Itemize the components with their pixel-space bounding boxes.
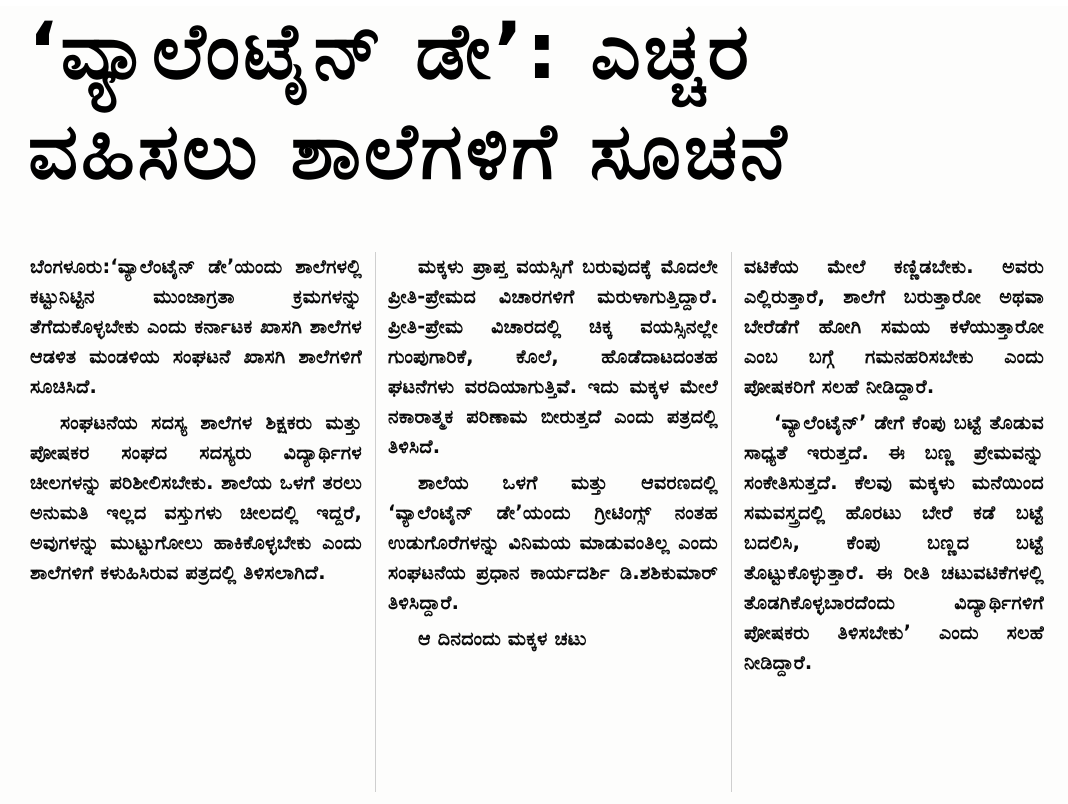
column-divider <box>731 252 732 792</box>
column-divider <box>375 252 376 792</box>
paragraph: ಬೆಂಗಳೂರು:‘ವ್ಯಾಲೆಂಟೈನ್ ಡೇ’ಯಂದು ಶಾಲೆಗಳಲ್ಲಿ ಕಟ್ಟುನಿಟ್ಟಿನ ಮುಂಜಾಗ್ರತಾ ಕ್ರಮಗಳನ್ನು ತೆಗೆದುಕೊಳ್ಳಬೇಕು ಎಂದು ಕರ್ನಾಟಕ ಖಾಸಗಿ ಶಾಲೆಗಳ ಆಡಳಿತ ಮಂಡಳಿಯ ಸಂಘಟನೆ ಖಾಸಗಿ ಶಾಲೆಗಳಿಗೆ ಸೂಚಿಸಿದೆ. <box>30 255 362 398</box>
paragraph: ಸಂಘಟನೆಯ ಸದಸ್ಯ ಶಾಲೆಗಳ ಶಿಕ್ಷಕರು ಮತ್ತು ಪೋಷಕರ ಸಂಘದ ಸದಸ್ಯರು ವಿದ್ಯಾರ್ಥಿಗಳ ಚೀಲಗಳನ್ನು ಪರಿಶೀಲಿಸಬೇಕು. ಶಾಲೆಯ ಒಳಗೆ ತರಲು ಅನುಮತಿ ಇಲ್ಲದ ವಸ್ತುಗಳು ಚೀಲದಲ್ಲಿ ಇದ್ದರೆ, ಅವುಗಳನ್ನು ಮುಟ್ಟುಗೋಲು ಹಾಕಿಕೊಳ್ಳಬೇಕು ಎಂದು ಶಾಲೆಗಳಿಗೆ ಕಳುಹಿಸಿರುವ ಪತ್ರದಲ್ಲಿ ತಿಳಿಸಲಾಗಿದೆ. <box>30 411 362 584</box>
article-column-1 <box>30 252 362 800</box>
paragraph: ಮಕ್ಕಳು ಪ್ರಾಪ್ತ ವಯಸ್ಸಿಗೆ ಬರುವುದಕ್ಕೆ ಮೊದಲೇ ಪ್ರೀತಿ-ಪ್ರೇಮದ ವಿಚಾರಗಳಿಗೆ ಮರುಳಾಗುತ್ತಿದ್ದಾರೆ. ಪ್ರೀತಿ-ಪ್ರೇಮ ವಿಚಾರದಲ್ಲಿ ಚಿಕ್ಕ ವಯಸ್ಸಿನಲ್ಲೇ ಗುಂಪುಗಾರಿಕೆ, ಕೊಲೆ, ಹೊಡೆದಾಟದಂತಹ ಘಟನೆಗಳು ವರದಿಯಾಗುತ್ತಿವೆ. ಇದು ಮಕ್ಕಳ ಮೇಲೆ ನಕಾರಾತ್ಮಕ ಪರಿಣಾಮ ಬೀರುತ್ತದೆ ಎಂದು ಪತ್ರದಲ್ಲಿ ತಿಳಿಸಿದೆ. <box>388 255 718 458</box>
article-column-3 <box>744 252 1044 800</box>
headline-line-1: ‘ವ್ಯಾಲೆಂಟೈನ್ ಡೇ’: ಎಚ್ಚರ <box>28 7 752 97</box>
paragraph: ಆ ದಿನದಂದು ಮಕ್ಕಳ ಚಟು <box>418 627 587 650</box>
article-column-2 <box>388 252 718 800</box>
paragraph: ಶಾಲೆಯ ಒಳಗೆ ಮತ್ತು ಆವರಣದಲ್ಲಿ ‘ವ್ಯಾಲೆಂಟೈನ್ ಡೇ’ಯಂದು ಗ್ರೀಟಿಂಗ್ಸ್ ನಂತಹ ಉಡುಗೊರೆಗಳನ್ನು ವಿನಿಮಯ ಮಾಡುವಂತಿಲ್ಲ ಎಂದು ಸಂಘಟನೆಯ ಪ್ರಧಾನ ಕಾರ್ಯದರ್ಶಿ ಡಿ.ಶಶಿಕುಮಾರ್ ತಿಳಿಸಿದ್ದಾರೆ. <box>388 471 718 614</box>
headline <box>28 2 1048 202</box>
paragraph: ‘ವ್ಯಾಲೆಂಟೈನ್’ ಡೇಗೆ ಕೆಂಪು ಬಟ್ಟೆ ತೊಡುವ ಸಾಧ್ಯತೆ ಇರುತ್ತದೆ. ಈ ಬಣ್ಣ ಪ್ರೇಮವನ್ನು ಸಂಕೇತಿಸುತ್ತದೆ. ಕೆಲವು ಮಕ್ಕಳು ಮನೆಯಿಂದ ಸಮವಸ್ತ್ರದಲ್ಲಿ ಹೊರಟು ಬೇರೆ ಕಡೆ ಬಟ್ಟೆ ಬದಲಿಸಿ, ಕೆಂಪು ಬಣ್ಣದ ಬಟ್ಟೆ ತೊಟ್ಟುಕೊಳ್ಳುತ್ತಾರೆ. ಈ ರೀತಿ ಚಟುವಟಿಕೆಗಳಲ್ಲಿ ತೊಡಗಿಕೊಳ್ಳಬಾರದೆಂದು ವಿದ್ಯಾರ್ಥಿಗಳಿಗೆ ಪೋಷಕರು ತಿಳಿಸಬೇಕು’ ಎಂದು ಸಲಹೆ ನೀಡಿದ್ದಾರೆ. <box>744 411 1044 674</box>
paragraph: ವಟಿಕೆಯ ಮೇಲೆ ಕಣ್ಣಿಡಬೇಕು. ಅವರು ಎಲ್ಲಿರುತ್ತಾರೆ, ಶಾಲೆಗೆ ಬರುತ್ತಾರೋ ಅಥವಾ ಬೇರೆಡೆಗೆ ಹೋಗಿ ಸಮಯ ಕಳೆಯುತ್ತಾರೋ ಎಂಬ ಬಗ್ಗೆ ಗಮನಹರಿಸಬೇಕು ಎಂದು ಪೋಷಕರಿಗೆ ಸಲಹೆ ನೀಡಿದ್ದಾರೆ. <box>744 255 1044 398</box>
headline-line-2: ವಹಿಸಲು ಶಾಲೆಗಳಿಗೆ ಸೂಚನೆ <box>28 107 790 197</box>
